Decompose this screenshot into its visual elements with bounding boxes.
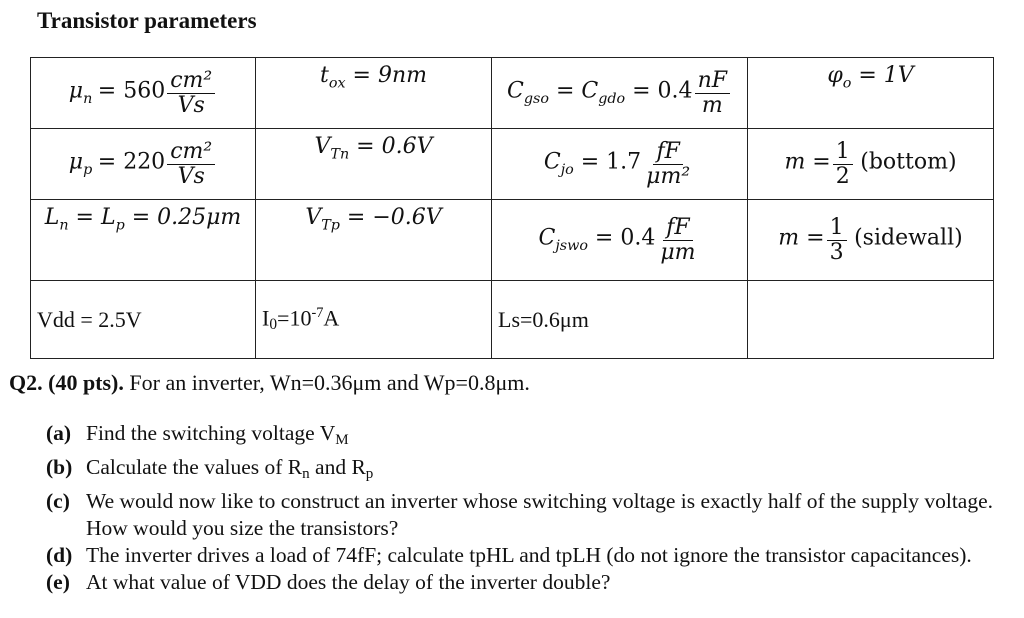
table-row	[31, 200, 994, 281]
list-item: (e) At what value of VDD does the delay of the inverter double?	[46, 569, 611, 594]
question-text: For an inverter, Wn=0.36μm and Wp=0.8μm.	[123, 370, 530, 395]
length-cell: $L_n = L_p = 0.25\mu m$	[31, 200, 256, 281]
table-row	[31, 129, 994, 200]
vtn-cell: $V_{Tn} = 0.6V$	[256, 129, 492, 200]
list-item: (a) Find the switching voltage VM	[46, 421, 349, 448]
cjo-cell: $C_{jo} = 1.7$ $\frac{fF}{\text{μm²}}$	[492, 129, 748, 200]
question-heading	[9, 370, 530, 396]
ls-cell: Ls=0.6μm	[492, 281, 748, 359]
m-bottom-cell: m = $\frac{1}{2}$ (bottom)	[748, 129, 994, 200]
phi-cell: $\varphi_o = 1V$	[748, 58, 994, 129]
mu-p-cell: $\mu_p = 220$ $\frac{\text{cm²}}{Vs}$	[31, 129, 256, 200]
cgso-cell: $C_{gso} = C_{gdo} = 0.4$ $\frac{nF}{m}$	[492, 58, 748, 129]
list-item: (c) We would now like to construct an inverter whose switching voltage is exactly half of the supply voltage. How would you size the transistors?	[46, 488, 994, 540]
cjswo-cell: $C_{jswo} = 0.4$ $\frac{fF}{\mu m}$	[492, 200, 748, 281]
table-row	[31, 281, 994, 359]
list-item: (b) Calculate the values of Rn and Rp	[46, 454, 374, 482]
tox-cell: $t_{ox} = 9nm$	[256, 58, 492, 129]
i0-cell: $I0=10^{-7}A$	[256, 281, 492, 359]
section-title: Transistor parameters	[37, 8, 257, 33]
vdd-cell: Vdd = 2.5V	[31, 281, 256, 359]
table-row	[31, 58, 994, 129]
parameters-table	[30, 57, 994, 359]
question-parts	[46, 420, 1011, 596]
vtp-cell: $V_{Tp} = -0.6V$	[256, 200, 492, 281]
empty-cell	[748, 281, 994, 359]
m-sidewall-cell: m = $\frac{1}{3}$ (sidewall)	[748, 200, 994, 281]
question-label: Q2. (40 pts).	[9, 370, 124, 395]
list-item: (d) The inverter drives a load of 74fF; calculate tpHL and tpLH (do not ignore the transistor capacitances).	[46, 542, 972, 567]
mu-n-cell: $\mu_n = 560$ $\frac{\text{cm²}}{Vs}$	[31, 58, 256, 129]
